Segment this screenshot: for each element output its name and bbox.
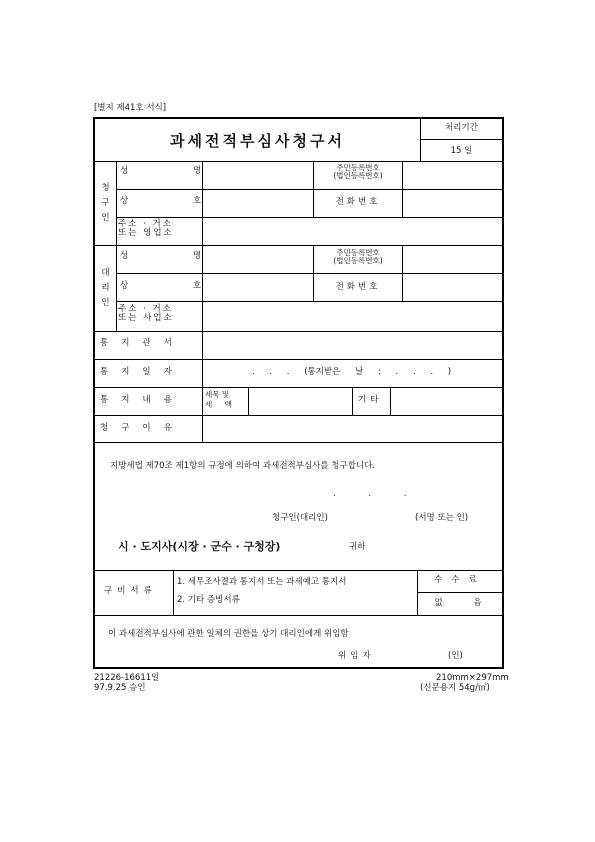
frame-right <box>502 117 504 669</box>
agent-trade-label: 상 호 <box>120 281 208 291</box>
divider <box>420 139 502 140</box>
signer-role: 청구인(대리인) <box>272 513 328 523</box>
agent-trade-field[interactable] <box>203 274 313 301</box>
notice-content-label: 통지내용 <box>100 395 185 405</box>
divider <box>173 570 174 615</box>
frame-bottom <box>93 667 503 669</box>
footer-size: 210mm×297mm <box>436 673 509 683</box>
claimant-trade-label: 상 호 <box>120 196 208 206</box>
divider <box>95 442 502 443</box>
claimant-id-label: 주민등록번호 (법인등록번호) <box>333 163 383 181</box>
tax-item-field[interactable] <box>249 388 352 415</box>
agent-id-label: 주민등록번호 (법인등록번호) <box>333 248 383 266</box>
notice-office-label: 통지관서 <box>100 338 185 348</box>
agent-id-field[interactable] <box>403 246 502 273</box>
other-field[interactable] <box>391 388 502 415</box>
other-label: 기타 <box>358 395 383 405</box>
delegator-label: 위임자 <box>338 651 375 661</box>
request-statement: 지방세법 제70조 제1항의 규정에 의하여 과세전적부심사를 청구합니다. <box>110 461 376 471</box>
claimant-id-field[interactable] <box>403 162 502 189</box>
divider <box>95 359 502 360</box>
claimant-phone-label: 전화번호 <box>335 197 381 207</box>
notice-date-value[interactable]: . . . (통지받은 날 : . . . ) <box>252 367 452 377</box>
claimant-phone-field[interactable] <box>403 190 502 217</box>
sign-note: (서명 또는 인) <box>415 513 469 523</box>
attachment-item-1: 1. 세무조사결과 통지서 또는 과세예고 통지서 <box>177 577 347 587</box>
attachments-label: 구비서류 <box>104 586 157 596</box>
claimant-trade-field[interactable] <box>203 190 313 217</box>
footer-paper: (신문용지 54g/㎡) <box>420 683 490 693</box>
agent-phone-label: 전화번호 <box>335 282 381 292</box>
form-title: 과세전적부심사청구서 <box>170 131 345 150</box>
agent-address-field[interactable] <box>203 302 502 331</box>
fee-value: 없 음 <box>434 598 486 608</box>
tax-item-label: 세목 및 세 액 <box>205 390 237 409</box>
addressee-suffix: 귀하 <box>349 542 366 552</box>
divider <box>116 161 117 331</box>
divider <box>95 615 502 616</box>
attachment-item-2: 2. 기타 증빙서류 <box>177 595 240 605</box>
claimant-address-field[interactable] <box>203 218 502 245</box>
processing-period-value: 15 일 <box>450 146 473 156</box>
notice-office-field[interactable] <box>203 332 502 359</box>
claimant-name-label: 성 명 <box>120 166 208 176</box>
form-number: [별지 제41호 서식] <box>94 103 167 113</box>
processing-period-label: 처리기간 <box>445 123 478 133</box>
divider <box>352 387 353 415</box>
agent-address-label: 주소 · 거소 또는 사업소 <box>118 304 174 324</box>
claimant-section-label: 청 구 인 <box>101 182 110 223</box>
claimant-name-field[interactable] <box>203 162 313 189</box>
agent-phone-field[interactable] <box>403 274 502 301</box>
reason-label: 청구이유 <box>100 423 185 433</box>
divider <box>417 592 502 593</box>
date-line[interactable]: . . . <box>333 489 407 499</box>
delegation-text: 이 과세전적부심사에 관한 일체의 권한을 상기 대리인에게 위임함 <box>108 629 349 639</box>
delegator-seal[interactable]: (인) <box>448 651 463 661</box>
addressee: 시 · 도지사(시장 · 군수 · 구청장) <box>118 540 281 553</box>
fee-label: 수수료 <box>434 575 486 585</box>
agent-section-label: 대 리 인 <box>101 267 110 308</box>
agent-name-label: 성 명 <box>120 251 208 261</box>
reason-field[interactable] <box>203 416 502 442</box>
footer-code: 21226-16611일 <box>94 673 160 683</box>
claimant-address-label: 주소 · 거소 또는 영업소 <box>118 219 174 239</box>
footer-approval: 97.9.25 승인 <box>94 683 146 693</box>
divider <box>95 570 502 571</box>
agent-name-field[interactable] <box>203 246 313 273</box>
notice-date-label: 통지일자 <box>100 367 185 377</box>
